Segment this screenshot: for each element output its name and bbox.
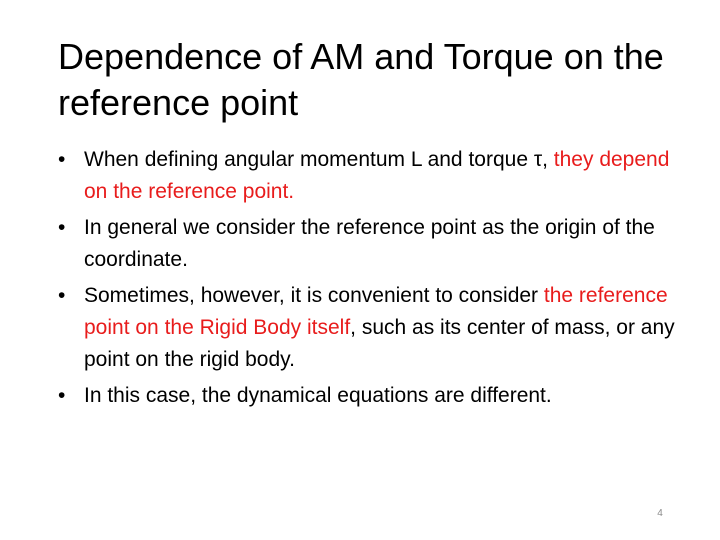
bullet-item xyxy=(58,380,688,412)
bullet-item xyxy=(58,212,688,276)
bullet-dot-icon: • xyxy=(58,216,66,239)
bullet-dot-icon: • xyxy=(58,384,66,407)
bullet-text: In general we consider the reference point as the origin of the coordinate. xyxy=(84,216,655,271)
bullet-text: , such as its center of mass, or any point on the rigid body. xyxy=(84,316,675,371)
bullet-item xyxy=(58,280,688,376)
highlighted-text: they depend on the reference point. xyxy=(84,148,670,203)
slide-title: Dependence of AM and Torque on the reference point xyxy=(58,36,664,123)
bullet-text: Sometimes, however, it is convenient to consider xyxy=(84,284,544,307)
bullet-dot-icon: • xyxy=(58,284,66,307)
page-number: 4 xyxy=(657,508,663,519)
bullet-dot-icon: • xyxy=(58,148,66,171)
bullet-list xyxy=(58,144,688,416)
bullet-text: When defining angular momentum L and torque τ, xyxy=(84,148,554,171)
bullet-text: In this case, the dynamical equations are different. xyxy=(84,384,552,407)
bullet-item xyxy=(58,144,688,208)
highlighted-text: the reference point on the Rigid Body itself xyxy=(84,284,668,339)
